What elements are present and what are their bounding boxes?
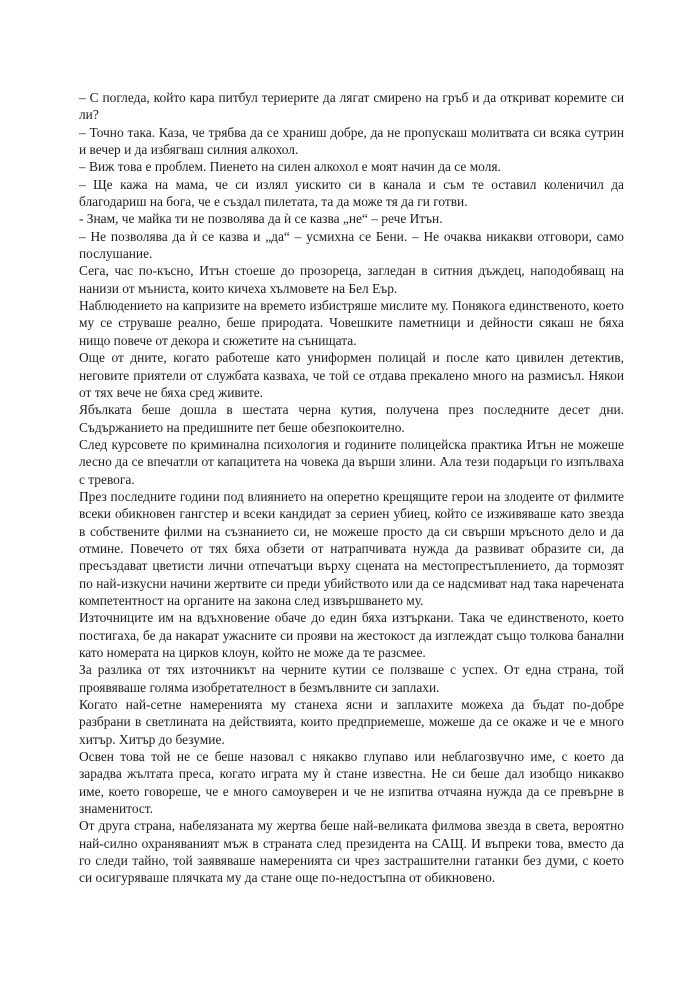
paragraph: От друга страна, набелязаната му жертва беше най-великата филмова звезда в света, вероятно най-силно охраняваният мъж в страната след президента на САЩ. И въпреки това, вместо да го следи тайно, той заявяваше намеренията си чрез застрашителни гатанки без думи, с което си осигуряваше плячката му да стане още по-недостъпна от обикновено. — [79, 818, 624, 886]
paragraph: За разлика от тях източникът на черните кутии се ползваше с успех. От една страна, той проявяваше голяма изобретателност в безмълвните си заплахи. — [79, 662, 624, 695]
paragraph: - Знам, че майка ти не позволява да ѝ се казва „не“ – рече Итън. — [79, 211, 443, 227]
paragraph: Още от дните, когато работеше като униформен полицай и после като цивилен детектив, неговите приятели от службата казваха, че той се отдава прекалено много на размисъл. Някои от тях вече не бяха сред живите. — [79, 350, 624, 400]
paragraph: Източниците им на вдъхновение обаче до един бяха изтъркани. Така че единственото, което постигаха, бе да накарат ужасните си прояви на жестокост да изглеждат също толкова банални като номерата на цирков клоун, който не може да те разсмее. — [79, 610, 624, 660]
paragraph: – С погледа, който кара питбул териерите да лягат смирено на гръб и да откриват коремите си ли? — [79, 90, 624, 123]
paragraph: – Виж това е проблем. Пиенето на силен алкохол е моят начин да се моля. — [79, 159, 501, 175]
body-text — [79, 89, 624, 887]
paragraph: – Ще кажа на мама, че си излял уискито си в канала и съм те оставил коленичил да благодариш на бога, че е създал пилетата, та да може тя да ги готви. — [79, 176, 624, 210]
paragraph: – Не позволява да ѝ се казва и „да“ – усмихна се Бени. – Не очаква никакви отговори, само послушание. — [79, 228, 624, 262]
paragraph: Когато най-сетне намеренията му станеха ясни и заплахите можеха да бъдат по-добре разбрани в светлината на действията, които предприемеше, можеше да се окаже и че е много хитър. Хитър до безумие. — [79, 697, 624, 747]
paragraph: След курсовете по криминална психология и годините полицейска практика Итън не можеше лесно да се впечатли от капацитета на човека да върши злини. Ала тези подаръци го изпълваха с тревога. — [79, 436, 624, 487]
paragraph: – Точно така. Каза, че трябва да се храниш добре, да не пропускаш молитвата си всяка сутрин и вечер и да избягваш силния алкохол. — [79, 124, 624, 158]
paragraph: Сега, час по-късно, Итън стоеше до прозореца, загледан в ситния дъждец, наподобяващ на нанизи от мъниста, които кичеха хълмовете на Бел Еър. — [79, 263, 624, 296]
paragraph: През последните години под влиянието на оперетно крещящите герои на злодеите от филмите всеки обикновен гангстер и всеки кандидат за сериен убиец, който се изживяваше като звезда в собствените филми на съзнанието си, не можеше просто да си свърши мръсното дело и да отмине. Повечето от тях бяха обзети от натрапчивата нужда да развиват образите си, да пресъздават цветисти лични отпечатъци върху сцената на местопрестъплението, да тормозят по най-изкусни начини жертвите си преди убийството или да се надсмиват над така наречената компетентност на органите на закона след извършването му. — [79, 488, 624, 608]
paragraph: Освен това той не се беше назовал с някакво глупаво или неблагозвучно име, с което да зарадва жълтата преса, когато играта му ѝ стане известна. Не си беше дал изобщо никакво име, което говореше, че е много самоуверен и че не изпитва отчаяна нужда да се превърне в знаменитост. — [79, 749, 624, 817]
paragraph: Наблюдението на капризите на времето избистряше мислите му. Понякога единственото, което му се струваше реално, беше природата. Човешките паметници и дейности сякаш не бяха нищо повече от декора и сюжетите на сънищата. — [79, 298, 624, 348]
paragraph: Ябълката беше дошла в шестата черна кутия, получена през последните десет дни. Съдържанието на предишните пет беше обезпокоително. — [79, 402, 624, 435]
